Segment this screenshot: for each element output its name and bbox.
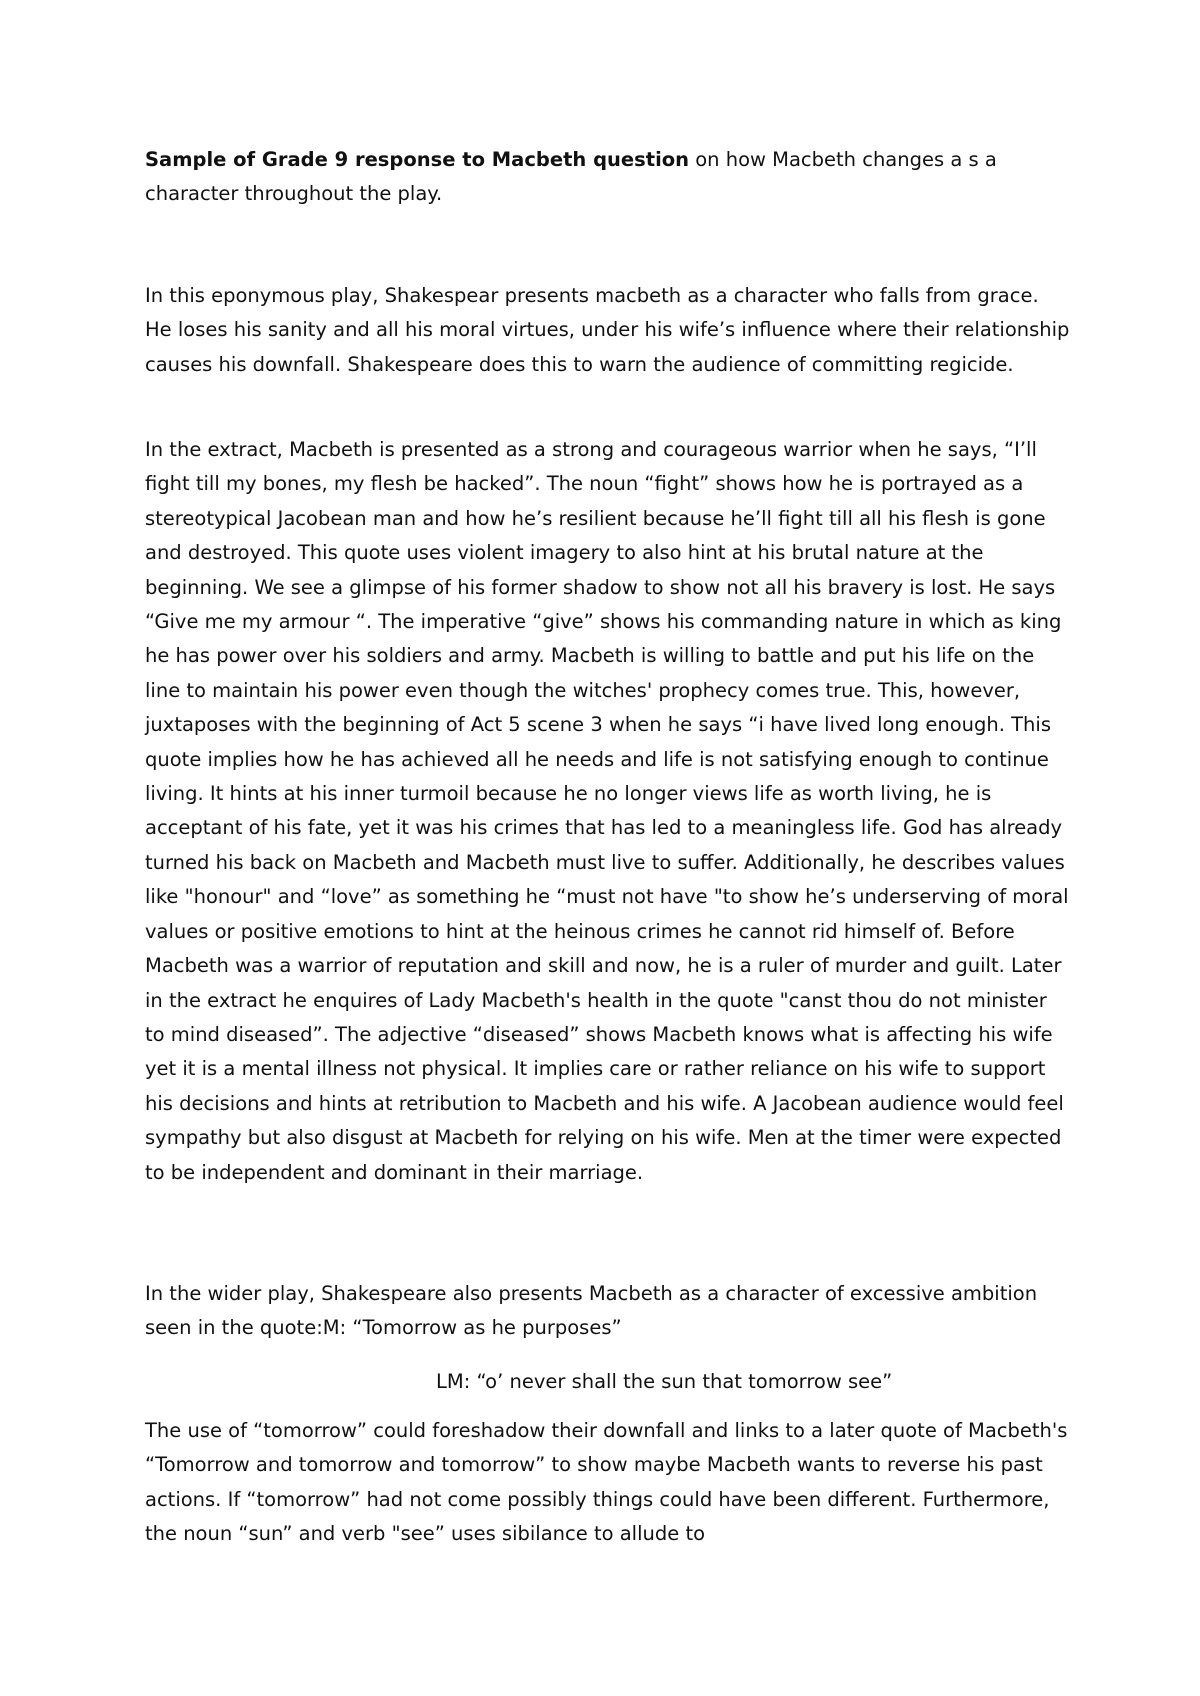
lady-macbeth-quote: LM: “o’ never shall the sun that tomorrow see”: [436, 1370, 893, 1393]
heading-rest-text: on how Macbeth changes a s a character throughout the play.: [145, 148, 997, 206]
paragraph-wider-play: In the wider play, Shakespeare also presents Macbeth as a character of excessive ambition seen in the quote:M: “Tomorrow as he purposes”: [145, 1282, 1038, 1340]
heading-bold-text: Sample of Grade 9 response to Macbeth question: [145, 148, 690, 171]
paragraph-extract-analysis: In the extract, Macbeth is presented as a strong and courageous warrior when he says, “I’ll fight till my bones, my flesh be hacked”. The noun “fight” shows how he is portrayed as a stereotypical Jacobean man and how he’s resilient because he’ll fight till all his flesh is gone and destroyed. This quote uses violent imagery to also hint at his brutal nature at the beginning. We see a glimpse of his former shadow to show not all his bravery is lost. He says “Give me my armour “. The imperative “give” shows his commanding nature in which as king he has power over his soldiers and army. Macbeth is willing to battle and put his life on the line to maintain his power even though the witches' prophecy comes true. This, however, juxtaposes with the beginning of Act 5 scene 3 when he says “i have lived long enough. This quote implies how he has achieved all he needs and life is not satisfying enough to continue living. It hints at his inner turmoil because he no longer views life as worth living, he is acceptant of his fate, yet it was his crimes that has led to a meaningless life. God has already turned his back on Macbeth and Macbeth must live to suffer. Additionally, he describes values like "honour" and “love” as something he “must not have "to show he’s underserving of moral values or positive emotions to hint at the heinous crimes he cannot rid himself of. Before Macbeth was a warrior of reputation and skill and now, he is a ruler of murder and guilt. Later in the extract he enquires of Lady Macbeth's health in the quote "canst thou do not minister to mind diseased”. The adjective “diseased” shows Macbeth knows what is affecting his wife yet it is a mental illness not physical. It implies care or rather reliance on his wife to support his decisions and hints at retribution to Macbeth and his wife. A Jacobean audience would feel sympathy but also disgust at Macbeth for relying on his wife. Men at the timer were expected to be independent and dominant in their marriage.: [145, 438, 1069, 1184]
paragraph-introduction: In this eponymous play, Shakespear presents macbeth as a character who falls from grace. He loses his sanity and all his moral virtues, under his wife’s influence where their relationship causes his downfall. Shakespeare does this to warn the audience of committing regicide.: [145, 284, 1070, 376]
document-heading: [145, 143, 1070, 212]
paragraph-tomorrow-analysis: The use of “tomorrow” could foreshadow their downfall and links to a later quote of Macbeth's “Tomorrow and tomorrow and tomorrow” to show maybe Macbeth wants to reverse his past actions. If “tomorrow” had not come possibly things could have been different. Furthermore, the noun “sun” and verb "see” uses sibilance to allude to: [145, 1419, 1068, 1546]
